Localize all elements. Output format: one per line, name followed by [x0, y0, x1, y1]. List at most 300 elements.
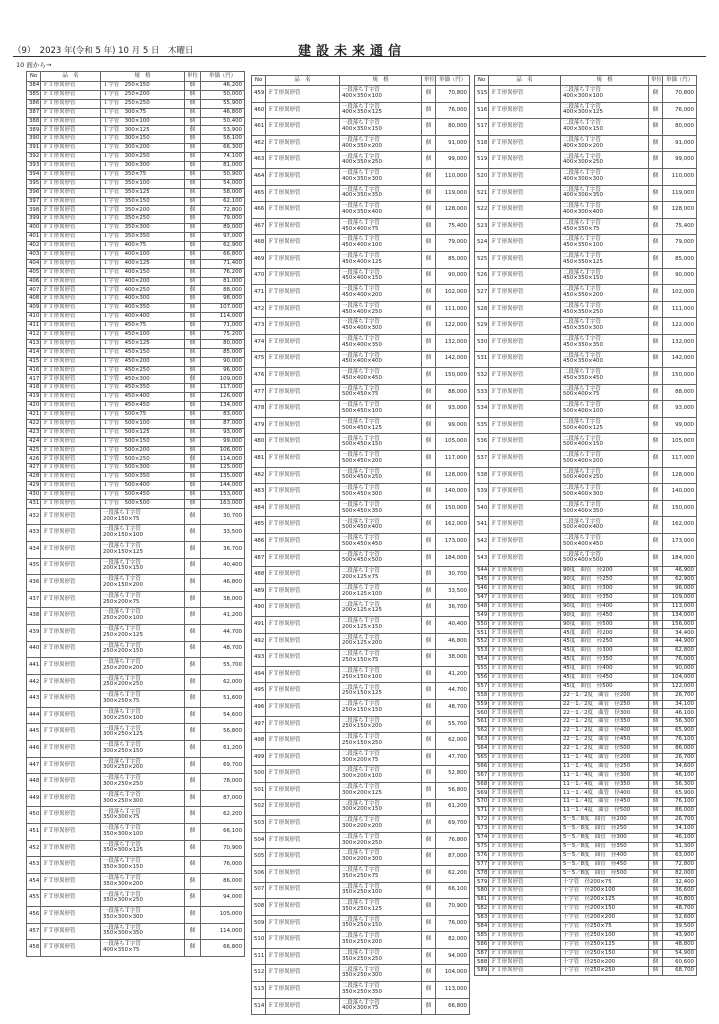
spec-line: 350×250×250	[342, 955, 382, 962]
cell-no: 410	[27, 313, 41, 322]
spec-line: 一段落ちＴ字管	[103, 675, 141, 682]
cell-spec: 十字管 径200×200	[561, 913, 649, 922]
cell-name: ＦＴ形異形管	[266, 368, 340, 385]
table-row	[475, 771, 697, 780]
cell-no: 586	[475, 940, 489, 949]
cell-no: 425	[27, 446, 41, 455]
spec-line: 450×350×350	[563, 341, 603, 348]
cell-unit: 個	[649, 152, 663, 169]
cell-name: ＦＴ形異形管	[41, 393, 101, 402]
table-row	[475, 550, 697, 567]
cell-name: ＦＴ形異形管	[41, 857, 101, 874]
table-row	[475, 869, 697, 878]
spec-line: 500×450×450	[342, 540, 382, 547]
spec-line: 二段落ちＴ字管	[342, 717, 380, 724]
cell-name: ＦＴ形異形管	[489, 500, 561, 517]
cell-spec	[561, 318, 649, 335]
cell-name: ＦＴ形異形管	[41, 357, 101, 366]
cell-name: ＦＴ形異形管	[489, 611, 561, 620]
table-row	[475, 135, 697, 152]
cell-name: ＦＴ形異形管	[266, 865, 340, 882]
cell-no: 554	[475, 656, 489, 665]
table-row	[27, 402, 245, 411]
cell-no: 553	[475, 647, 489, 656]
cell-spec: 十字管 径250×75	[561, 922, 649, 931]
cell-name: ＦＴ形異形管	[266, 467, 340, 484]
cell-price: 85,000	[663, 251, 697, 268]
cell-spec: Ｔ字管 450×75	[101, 322, 185, 331]
cell-name: ＦＴ形異形管	[489, 647, 561, 656]
cell-unit: 個	[422, 368, 436, 385]
cell-name: ＦＴ形異形管	[41, 824, 101, 841]
table-row	[475, 401, 697, 418]
cell-no: 446	[27, 741, 41, 758]
cell-name: ＦＴ形異形管	[41, 268, 101, 277]
spec-line: 二段落ちＴ字管	[563, 385, 601, 392]
table-row	[27, 857, 245, 874]
cell-name: ＦＴ形異形管	[489, 718, 561, 727]
cell-no: 520	[475, 168, 489, 185]
table-row	[475, 736, 697, 745]
cell-price: 106,000	[201, 446, 245, 455]
cell-price: 46,100	[663, 833, 697, 842]
cell-spec	[340, 534, 422, 551]
spec-line: 二段落ちＴ字管	[563, 551, 601, 558]
table-row	[27, 179, 245, 188]
cell-name: ＦＴ形異形管	[41, 790, 101, 807]
cell-price: 140,000	[663, 484, 697, 501]
cell-no: 493	[252, 650, 266, 667]
cell-unit: 個	[649, 620, 663, 629]
cell-spec	[101, 624, 185, 641]
table-row	[27, 197, 245, 206]
cell-no: 469	[252, 251, 266, 268]
cell-spec: 11－1／4度 曲管 径200	[561, 753, 649, 762]
cell-unit: 個	[185, 304, 201, 313]
table-row	[475, 638, 697, 647]
cell-name: ＦＴ形異形管	[41, 366, 101, 375]
cell-unit: 個	[185, 197, 201, 206]
spec-line: 二段落ちＴ字管	[563, 319, 601, 326]
cell-unit: 個	[185, 108, 201, 117]
cell-name: ＦＴ形異形管	[489, 585, 561, 594]
spec-line: 350×250×300	[342, 972, 382, 979]
cell-spec	[340, 849, 422, 866]
cell-name: ＦＴ形異形管	[41, 907, 101, 924]
cell-name: ＦＴ形異形管	[489, 860, 561, 869]
table-row	[475, 318, 697, 335]
cell-no: 486	[252, 534, 266, 551]
cell-price: 61,200	[201, 741, 245, 758]
cell-no: 521	[475, 185, 489, 202]
header-no: No	[27, 72, 41, 82]
header-price: 単価（円）	[201, 72, 245, 82]
cell-unit: 個	[649, 780, 663, 789]
cell-price: 51,300	[663, 842, 697, 851]
cell-name: ＦＴ形異形管	[489, 878, 561, 887]
cell-spec: 十字管 径250×200	[561, 958, 649, 967]
cell-name: ＦＴ形異形管	[41, 304, 101, 313]
table-row	[475, 922, 697, 931]
table-row	[252, 832, 470, 849]
cell-spec	[561, 467, 649, 484]
cell-unit: 個	[185, 295, 201, 304]
cell-name: ＦＴ形異形管	[41, 774, 101, 791]
cell-spec: Ｔ字管 500×75	[101, 410, 185, 419]
cell-name: ＦＴ形異形管	[266, 102, 340, 119]
cell-price: 111,000	[436, 301, 470, 318]
cell-name: ＦＴ形異形管	[266, 733, 340, 750]
table-row	[252, 251, 470, 268]
table-row	[27, 215, 245, 224]
cell-name: ＦＴ形異形管	[489, 638, 561, 647]
cell-spec: 22－1／2度 曲管 径250	[561, 700, 649, 709]
cell-no: 468	[252, 235, 266, 252]
table-row	[475, 434, 697, 451]
cell-unit: 個	[185, 322, 201, 331]
spec-line: 一段落ちＴ字管	[342, 302, 380, 309]
cell-unit: 個	[422, 633, 436, 650]
cell-unit: 個	[185, 233, 201, 242]
cell-no: 448	[27, 774, 41, 791]
cell-price: 30,700	[436, 567, 470, 584]
header-spec: 規 格	[101, 72, 185, 82]
cell-name: ＦＴ形異形管	[266, 484, 340, 501]
cell-unit: 個	[649, 816, 663, 825]
table-row	[252, 716, 470, 733]
table-row	[27, 126, 245, 135]
cell-unit: 個	[185, 608, 201, 625]
cell-unit: 個	[649, 467, 663, 484]
cell-name: ＦＴ形異形管	[41, 890, 101, 907]
cell-price: 26,700	[663, 753, 697, 762]
cell-unit: 個	[422, 168, 436, 185]
cell-no: 413	[27, 339, 41, 348]
spec-line: 350×300×150	[103, 864, 143, 871]
cell-unit: 個	[185, 410, 201, 419]
spec-line: 一段落ちＴ字管	[103, 758, 141, 765]
spec-line: 400×350×100	[342, 92, 382, 99]
cell-no: 475	[252, 351, 266, 368]
table-row	[27, 99, 245, 108]
cell-price: 94,000	[201, 890, 245, 907]
cell-no: 578	[475, 869, 489, 878]
table-row	[475, 417, 697, 434]
spec-line: 二段落ちＴ字管	[563, 136, 601, 143]
cell-spec: Ｔ字管 500×300	[101, 464, 185, 473]
cell-unit: 個	[185, 277, 201, 286]
table-row	[475, 351, 697, 368]
cell-no: 394	[27, 170, 41, 179]
cell-price: 144,000	[201, 482, 245, 491]
cell-spec: Ｔ字管 300×75	[101, 108, 185, 117]
cell-unit: 個	[649, 656, 663, 665]
spec-line: 500×400×400	[563, 524, 603, 531]
spec-line: 一段落ちＴ字管	[342, 219, 380, 226]
cell-unit: 個	[649, 534, 663, 551]
table-row	[27, 807, 245, 824]
cell-spec	[340, 716, 422, 733]
cell-name: ＦＴ形異形管	[266, 948, 340, 965]
cell-unit: 個	[649, 673, 663, 682]
table-row	[27, 419, 245, 428]
cell-price: 33,500	[436, 583, 470, 600]
header-no: No	[252, 76, 266, 86]
cell-no: 478	[252, 401, 266, 418]
table-row	[252, 550, 470, 567]
spec-line: 500×400×450	[563, 540, 603, 547]
spec-line: 250×150×75	[342, 656, 379, 663]
cell-price: 105,000	[201, 907, 245, 924]
spec-line: 400×350×200	[342, 142, 382, 149]
cell-price: 38,000	[436, 650, 470, 667]
spec-line: 200×125×100	[342, 590, 382, 597]
cell-unit: 個	[649, 922, 663, 931]
table-row	[252, 168, 470, 185]
table-row	[27, 482, 245, 491]
cell-no: 529	[475, 318, 489, 335]
table-row	[252, 235, 470, 252]
cell-name: ＦＴ形異形管	[266, 86, 340, 103]
cell-spec	[561, 268, 649, 285]
cell-price: 72,800	[201, 206, 245, 215]
spec-line: 450×350×100	[563, 242, 603, 249]
table-row	[27, 108, 245, 117]
cell-spec: Ｔ字管 300×125	[101, 126, 185, 135]
cell-no: 465	[252, 185, 266, 202]
cell-spec	[101, 741, 185, 758]
spec-line: 300×250×200	[103, 764, 143, 771]
spec-line: 450×350×200	[563, 291, 603, 298]
cell-no: 411	[27, 322, 41, 331]
cell-spec: 22－1／2度 曲管 径350	[561, 718, 649, 727]
cell-no: 460	[252, 102, 266, 119]
cell-price: 62,900	[201, 242, 245, 251]
cell-unit: 個	[649, 949, 663, 958]
table-row	[252, 86, 470, 103]
table-row	[27, 277, 245, 286]
spec-line: 450×400×400	[342, 358, 382, 365]
cell-spec	[561, 251, 649, 268]
cell-price: 110,000	[436, 168, 470, 185]
table-row	[27, 82, 245, 91]
cell-unit: 個	[649, 602, 663, 611]
cell-spec	[101, 757, 185, 774]
cell-no: 588	[475, 958, 489, 967]
spec-line: 400×300×100	[563, 92, 603, 99]
cell-spec: Ｔ字管 400×350	[101, 304, 185, 313]
cell-price: 128,000	[436, 202, 470, 219]
cell-price: 113,000	[436, 982, 470, 999]
cell-spec	[561, 417, 649, 434]
spec-line: 二段落ちＴ字管	[563, 302, 601, 309]
cell-name: ＦＴ形異形管	[489, 656, 561, 665]
table-row	[252, 600, 470, 617]
cell-name: ＦＴ形異形管	[266, 534, 340, 551]
cell-price: 119,000	[436, 185, 470, 202]
cell-price: 88,000	[436, 384, 470, 401]
spec-line: 200×125×200	[342, 640, 382, 647]
cell-name: ＦＴ形異形管	[41, 126, 101, 135]
cell-price: 46,800	[201, 108, 245, 117]
cell-name: ＦＴ形異形管	[489, 285, 561, 302]
cell-spec	[340, 882, 422, 899]
table-row	[27, 641, 245, 658]
spec-line: 二段落ちＴ字管	[342, 651, 380, 658]
cell-price: 44,700	[201, 624, 245, 641]
cell-no: 389	[27, 126, 41, 135]
cell-unit: 個	[422, 517, 436, 534]
table-row	[252, 218, 470, 235]
cell-no: 405	[27, 268, 41, 277]
cell-spec	[340, 998, 422, 1015]
table-row	[27, 741, 245, 758]
cell-unit: 個	[185, 162, 201, 171]
cell-price: 40,400	[436, 617, 470, 634]
cell-name: ＦＴ形異形管	[41, 153, 101, 162]
cell-name: ＦＴ形異形管	[489, 152, 561, 169]
cell-no: 560	[475, 709, 489, 718]
spec-line: 350×300×250	[103, 897, 143, 904]
cell-no: 536	[475, 434, 489, 451]
cell-name: ＦＴ形異形管	[489, 301, 561, 318]
cell-spec: 十字管 径250×100	[561, 931, 649, 940]
cell-name: ＦＴ形異形管	[489, 682, 561, 691]
table-row	[475, 585, 697, 594]
table-row	[252, 683, 470, 700]
table-row	[475, 185, 697, 202]
cell-name: ＦＴ形異形管	[41, 410, 101, 419]
cell-unit: 個	[185, 153, 201, 162]
cell-no: 402	[27, 242, 41, 251]
cell-unit: 個	[649, 913, 663, 922]
cell-price: 69,700	[201, 757, 245, 774]
spec-line: 一段落ちＴ字管	[103, 692, 141, 699]
cell-unit: 個	[185, 873, 201, 890]
cell-price: 74,100	[201, 153, 245, 162]
cell-price: 26,700	[663, 816, 697, 825]
cell-unit: 個	[422, 218, 436, 235]
cell-spec	[101, 724, 185, 741]
cell-price: 85,000	[201, 348, 245, 357]
cell-name: ＦＴ形異形管	[266, 583, 340, 600]
cell-spec	[561, 185, 649, 202]
cell-no: 467	[252, 218, 266, 235]
cell-unit: 個	[422, 384, 436, 401]
table-row	[27, 410, 245, 419]
cell-spec	[561, 86, 649, 103]
table-row	[27, 393, 245, 402]
cell-unit: 個	[422, 567, 436, 584]
cell-no: 408	[27, 295, 41, 304]
cell-spec: 45度 曲管 径250	[561, 638, 649, 647]
cell-name: ＦＴ形異形管	[41, 144, 101, 153]
cell-name: ＦＴ形異形管	[41, 558, 101, 575]
cell-no: 561	[475, 718, 489, 727]
cell-no: 417	[27, 375, 41, 384]
cell-no: 459	[252, 86, 266, 103]
spec-line: 一段落ちＴ字管	[103, 791, 141, 798]
cell-spec	[101, 873, 185, 890]
spec-line: 一段落ちＴ字管	[103, 609, 141, 616]
cell-unit: 個	[649, 789, 663, 798]
cell-unit: 個	[422, 401, 436, 418]
cell-no: 504	[252, 832, 266, 849]
cell-spec: 十字管 径250×150	[561, 949, 649, 958]
table-row	[475, 833, 697, 842]
spec-line: 250×200×150	[103, 648, 143, 655]
page-date-label: （9） 2023 年(令和 5 年) 10 月 5 日 木曜日	[13, 46, 194, 56]
cell-unit: 個	[649, 638, 663, 647]
cell-spec	[340, 451, 422, 468]
cell-spec	[561, 484, 649, 501]
cell-price: 76,100	[663, 736, 697, 745]
cell-unit: 個	[185, 641, 201, 658]
cell-spec: 22－1／2度 曲管 径200	[561, 691, 649, 700]
cell-no: 573	[475, 825, 489, 834]
cell-spec: Ｔ字管 400×300	[101, 295, 185, 304]
cell-unit: 個	[422, 617, 436, 634]
cell-name: ＦＴ形異形管	[489, 851, 561, 860]
spec-line: 450×400×200	[342, 291, 382, 298]
cell-no: 589	[475, 967, 489, 976]
cell-unit: 個	[422, 683, 436, 700]
cell-spec	[340, 484, 422, 501]
table-row	[252, 467, 470, 484]
cell-unit: 個	[185, 624, 201, 641]
cell-no: 424	[27, 437, 41, 446]
cell-spec: Ｔ字管 450×150	[101, 348, 185, 357]
cell-price: 113,000	[663, 602, 697, 611]
spec-line: 350×250×150	[342, 922, 382, 929]
spec-line: 450×350×150	[563, 275, 603, 282]
cell-spec: 90度 曲管 径450	[561, 611, 649, 620]
spec-line: 二段落ちＴ字管	[563, 369, 601, 376]
cell-name: ＦＴ形異形管	[489, 119, 561, 136]
cell-name: ＦＴ形異形管	[489, 931, 561, 940]
cell-unit: 個	[185, 170, 201, 179]
cell-unit: 個	[422, 318, 436, 335]
cell-price: 76,000	[436, 915, 470, 932]
cell-unit: 個	[422, 86, 436, 103]
table-row	[252, 882, 470, 899]
cell-spec: Ｔ字管 350×150	[101, 197, 185, 206]
cell-spec	[101, 857, 185, 874]
cell-spec: Ｔ字管 500×150	[101, 437, 185, 446]
cell-no: 513	[252, 982, 266, 999]
spec-line: 450×400×450	[342, 374, 382, 381]
header-spec: 規 格	[340, 76, 422, 86]
cell-no: 500	[252, 766, 266, 783]
cell-unit: 個	[649, 576, 663, 585]
cell-spec	[561, 102, 649, 119]
cell-name: ＦＴ形異形管	[489, 771, 561, 780]
cell-name: ＦＴ形異形管	[41, 339, 101, 348]
cell-name: ＦＴ形異形管	[489, 913, 561, 922]
spec-line: 350×250×75	[342, 872, 379, 879]
cell-name: ＦＴ形異形管	[41, 242, 101, 251]
cell-spec	[101, 541, 185, 558]
cell-spec	[340, 500, 422, 517]
cell-spec	[340, 567, 422, 584]
cell-no: 451	[27, 824, 41, 841]
spec-line: 500×400×100	[563, 408, 603, 415]
cell-name: ＦＴ形異形管	[489, 384, 561, 401]
cell-name: ＦＴ形異形管	[489, 807, 561, 816]
table-row	[252, 699, 470, 716]
table-row	[252, 617, 470, 634]
cell-price: 132,000	[663, 334, 697, 351]
